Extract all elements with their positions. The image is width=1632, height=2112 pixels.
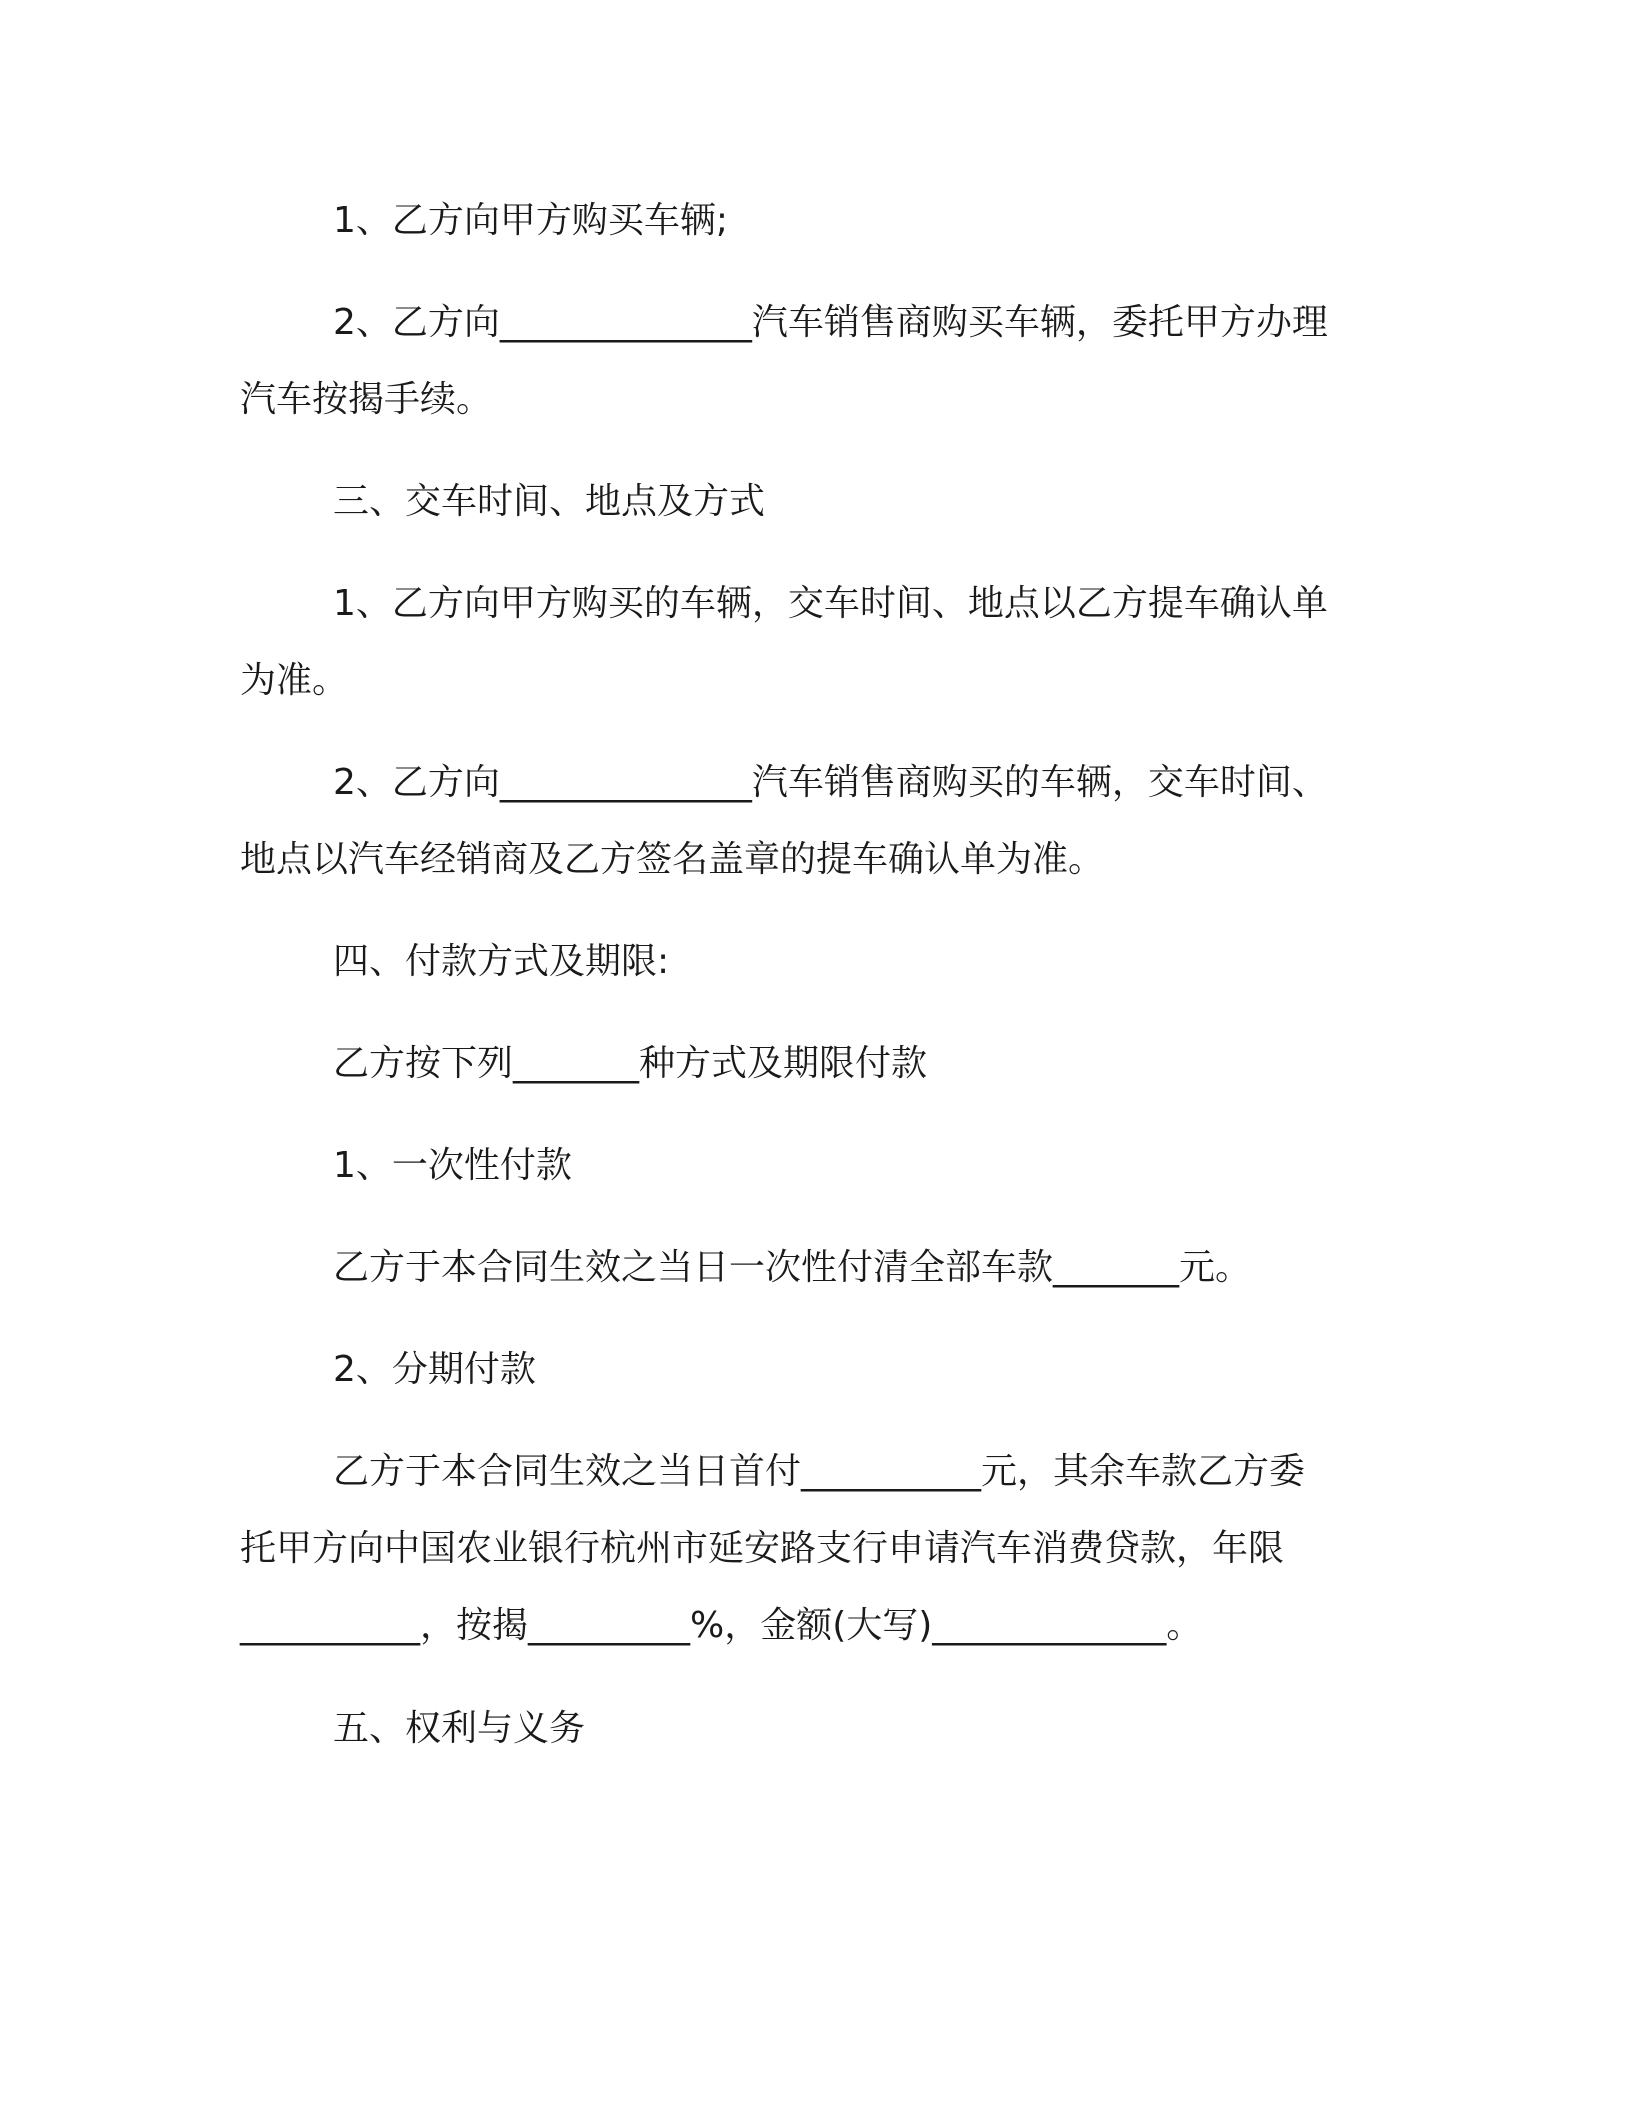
section-5-heading: 五、权利与义务 <box>333 1708 586 1749</box>
section-3-clause-1-continuation: 为准。 <box>240 660 349 701</box>
payment-option-2-continuation-1: 托甲方向中国农业银行杭州市延安路支行申请汽车消费贷款，年限 <box>240 1528 1285 1569</box>
section-3-clause-1: 1、乙方向甲方购买的车辆，交车时间、地点以乙方提车确认单 <box>333 583 1328 624</box>
payment-option-2-heading: 2、分期付款 <box>333 1349 536 1390</box>
section-3-heading: 三、交车时间、地点及方式 <box>333 481 766 522</box>
clause-1-purchase-from-party-a: 1、乙方向甲方购买车辆; <box>333 200 729 241</box>
payment-option-2-continuation-2: __________，按揭_________%，金额(大写)_____________。 <box>240 1605 1203 1646</box>
payment-option-2-text: 乙方于本合同生效之当日首付__________元，其余车款乙方委 <box>333 1451 1306 1492</box>
payment-option-1-heading: 1、一次性付款 <box>333 1145 572 1186</box>
section-3-clause-2-continuation: 地点以汽车经销商及乙方签名盖章的提车确认单为准。 <box>240 839 1105 880</box>
clause-2-continuation: 汽车按揭手续。 <box>240 379 493 420</box>
section-3-clause-2: 2、乙方向______________汽车销售商购买的车辆，交车时间、 <box>333 762 1328 803</box>
payment-option-1-text: 乙方于本合同生效之当日一次性付清全部车款_______元。 <box>333 1247 1252 1288</box>
clause-2-purchase-from-dealer: 2、乙方向______________汽车销售商购买车辆，委托甲方办理 <box>333 302 1328 343</box>
section-4-heading: 四、付款方式及期限: <box>333 941 670 982</box>
payment-method-count: 乙方按下列_______种方式及期限付款 <box>333 1043 928 1084</box>
